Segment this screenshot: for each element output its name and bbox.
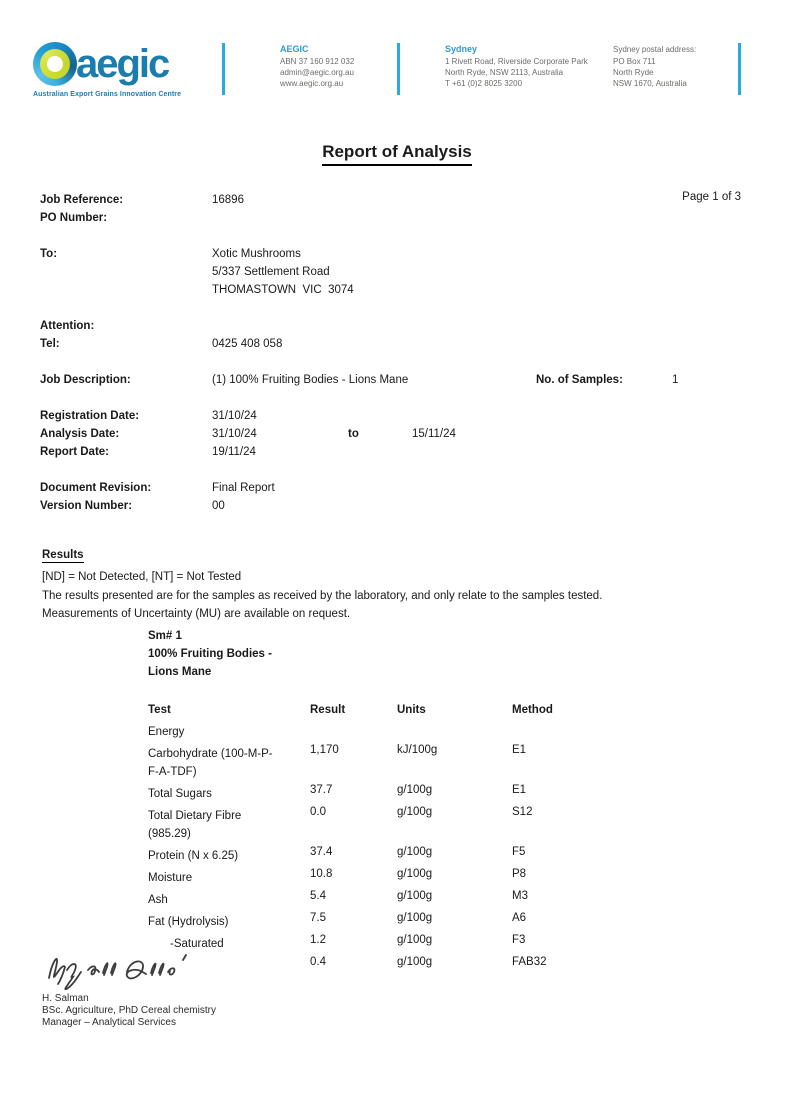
results-heading: Results (42, 549, 84, 561)
cell-method: E1 (512, 744, 527, 756)
org-website: www.aegic.org.au (280, 79, 344, 88)
cell-units: g/100g (397, 912, 433, 924)
logo-white-core (47, 56, 63, 72)
sydney-address-line: 1 Rivett Road, Riverside Corporate Park (445, 57, 588, 66)
table-row (148, 935, 748, 968)
cell-test: -Saturated (170, 938, 224, 950)
cell-test: Total Dietary Fibre (985.29) (148, 810, 242, 840)
sample-name-line: Lions Mane (148, 666, 212, 678)
version-number-row (0, 497, 794, 515)
header-divider-1 (222, 43, 225, 95)
cell-test: Energy (148, 726, 185, 738)
cell-result: 37.4 (310, 846, 333, 858)
job-description-row (0, 371, 794, 389)
cell-units: g/100g (397, 956, 433, 968)
handwritten-signature (42, 948, 202, 992)
cell-units: kJ/100g (397, 744, 438, 756)
postal-line: North Ryde (613, 68, 654, 77)
cell-test: Moisture (148, 872, 193, 884)
col-header-units: Units (397, 704, 426, 716)
analysis-date-to: 15/11/24 (412, 428, 456, 440)
cell-method: P8 (512, 868, 527, 880)
cell-result: 5.4 (310, 890, 326, 902)
cell-units: g/100g (397, 868, 433, 880)
cell-method: S12 (512, 806, 533, 818)
tel-row (0, 335, 794, 353)
samples-value: 1 (672, 374, 679, 386)
postal-line: PO Box 711 (613, 57, 656, 66)
cell-units: g/100g (397, 934, 433, 946)
cell-result: 37.7 (310, 784, 333, 796)
signatory-role: Manager – Analytical Services (42, 1017, 176, 1028)
cell-test: Fat (Hydrolysis) (148, 916, 229, 928)
col-header-method: Method (512, 704, 553, 716)
report-date-value: 19/11/24 (212, 446, 256, 458)
cell-result: 7.5 (310, 912, 326, 924)
report-date-label: Report Date: (40, 446, 110, 458)
job-reference-row (0, 191, 794, 209)
sydney-office-title: Sydney (445, 44, 478, 54)
cell-method: A6 (512, 912, 527, 924)
registration-date-row (0, 407, 794, 425)
cell-test: Carbohydrate (100-M-P-F-A-TDF) (148, 748, 273, 778)
org-email: admin@aegic.org.au (280, 68, 354, 77)
job-description-value: (1) 100% Fruiting Bodies - Lions Mane (212, 374, 409, 386)
analysis-date-row (0, 425, 794, 443)
sydney-office-block (445, 44, 588, 89)
to-row (0, 245, 794, 299)
org-title: AEGIC (280, 44, 309, 54)
registration-date-value: 31/10/24 (212, 410, 257, 422)
org-contact-block (280, 44, 354, 89)
sample-id: Sm# 1 (148, 630, 182, 642)
aegic-wordmark: aegic (76, 42, 169, 86)
tel-value: 0425 408 058 (212, 338, 283, 350)
po-number-row (0, 209, 794, 227)
postal-title: Sydney postal address: (613, 45, 697, 54)
cell-method: M3 (512, 890, 528, 902)
cell-units: g/100g (397, 784, 433, 796)
cell-test: Total Sugars (148, 788, 212, 800)
org-abn: ABN 37 160 912 032 (280, 57, 355, 66)
analysis-date-from: 31/10/24 (212, 428, 257, 440)
cell-method: F5 (512, 846, 526, 858)
version-number-value: 00 (212, 500, 225, 512)
results-legend: [ND] = Not Detected, [NT] = Not Tested (42, 571, 242, 583)
report-date-row (0, 443, 794, 461)
sample-name-line: 100% Fruiting Bodies - (148, 648, 272, 660)
version-number-label: Version Number: (40, 500, 133, 512)
job-reference-label: Job Reference: (40, 194, 124, 206)
document-revision-label: Document Revision: (40, 482, 152, 494)
attention-label: Attention: (40, 320, 95, 332)
to-address (212, 245, 354, 299)
job-reference-value: 16896 (212, 194, 244, 206)
sample-header (148, 627, 348, 681)
aegic-logo-swirl-icon (33, 42, 77, 86)
results-table-rows (148, 723, 748, 968)
cell-method: F3 (512, 934, 526, 946)
aegic-tagline: Australian Export Grains Innovation Centre (33, 91, 182, 98)
to-line: Xotic Mushrooms (212, 248, 301, 260)
page-title: Report of Analysis (322, 142, 472, 166)
signatory-block (42, 993, 216, 1029)
tel-label: Tel: (40, 338, 60, 350)
postal-line: NSW 1670, Australia (613, 79, 687, 88)
results-table (148, 701, 748, 968)
sydney-address-line: North Ryde, NSW 2113, Australia (445, 68, 564, 77)
results-table-header (148, 701, 748, 723)
document-revision-value: Final Report (212, 482, 275, 494)
header-divider-3 (738, 43, 741, 95)
cell-test: Ash (148, 894, 168, 906)
document-revision-row (0, 479, 794, 497)
cell-test: Protein (N x 6.25) (148, 850, 239, 862)
to-line: THOMASTOWN VIC 3074 (212, 284, 354, 296)
signatory-name: H. Salman (42, 993, 89, 1004)
signatory-qualification: BSc. Agriculture, PhD Cereal chemistry (42, 1005, 216, 1016)
analysis-date-to-label: to (348, 428, 359, 440)
table-row (148, 723, 748, 756)
cell-units: g/100g (397, 806, 433, 818)
cell-result: 1.2 (310, 934, 326, 946)
cell-result: 10.8 (310, 868, 333, 880)
results-note-2: Measurements of Uncertainty (MU) are available on request. (42, 608, 351, 620)
to-label: To: (40, 248, 58, 260)
col-header-result: Result (310, 704, 346, 716)
cell-result: 1,170 (310, 744, 339, 756)
sydney-phone: T +61 (0)2 8025 3200 (445, 79, 523, 88)
registration-date-label: Registration Date: (40, 410, 140, 422)
cell-method: FAB32 (512, 956, 547, 968)
col-header-test: Test (148, 704, 171, 716)
cell-result: 0.0 (310, 806, 326, 818)
title-row (0, 142, 794, 166)
po-number-label: PO Number: (40, 212, 108, 224)
to-line: 5/337 Settlement Road (212, 266, 330, 278)
cell-units: g/100g (397, 846, 433, 858)
page-indicator: Page 1 of 3 (682, 191, 741, 203)
header-divider-2 (397, 43, 400, 95)
analysis-date-label: Analysis Date: (40, 428, 120, 440)
job-description-label: Job Description: (40, 374, 131, 386)
results-note-1: The results presented are for the samples as received by the laboratory, and only relate to the samples tested. (42, 590, 603, 602)
cell-units: g/100g (397, 890, 433, 902)
cell-method: E1 (512, 784, 527, 796)
postal-address-block (613, 44, 696, 89)
attention-row (0, 317, 794, 335)
cell-result: 0.4 (310, 956, 326, 968)
samples-label: No. of Samples: (536, 374, 623, 386)
table-row (148, 785, 748, 818)
